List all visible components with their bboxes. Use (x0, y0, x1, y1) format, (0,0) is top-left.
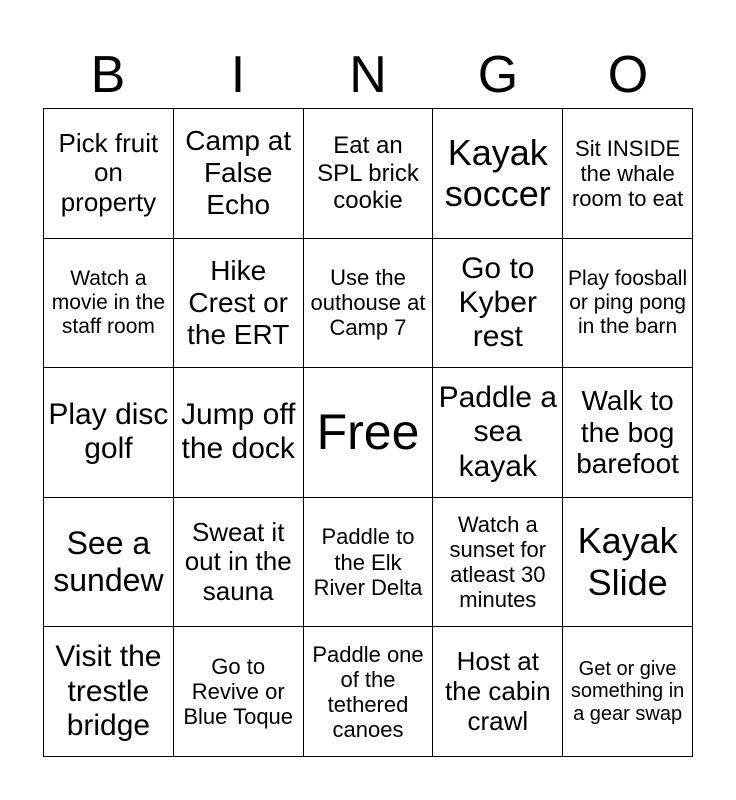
header-letter-g: G (477, 46, 519, 104)
cell-text: Go to Kyber rest (458, 251, 537, 353)
bingo-cell[interactable] (433, 627, 563, 757)
header-letter-n: N (349, 46, 387, 104)
header-letter-b: B (90, 46, 126, 104)
bingo-cell[interactable] (44, 498, 174, 628)
bingo-cell[interactable] (174, 627, 304, 757)
bingo-cell[interactable] (433, 368, 563, 498)
cell-text: See a sundew (53, 524, 164, 599)
bingo-cell[interactable] (433, 498, 563, 628)
cell-text: Play disc golf (48, 398, 169, 466)
cell-text: Watch a movie in the staff room (51, 266, 166, 338)
bingo-cell[interactable] (304, 627, 434, 757)
header-letter-o: O (607, 46, 649, 104)
bingo-cell[interactable] (44, 109, 174, 239)
bingo-cell[interactable] (174, 368, 304, 498)
bingo-cell[interactable] (174, 498, 304, 628)
cell-text: Pick fruit on property (58, 127, 159, 218)
bingo-cell[interactable] (563, 368, 693, 498)
bingo-cell[interactable] (304, 498, 434, 628)
cell-text: Sweat it out in the sauna (184, 516, 292, 606)
bingo-cell[interactable] (433, 239, 563, 369)
cell-text: Paddle a sea kayak (438, 381, 557, 483)
cell-text: Camp at False Echo (185, 125, 292, 221)
bingo-cell[interactable] (174, 109, 304, 239)
header-letter-i: I (230, 46, 246, 104)
bingo-cell[interactable] (563, 239, 693, 369)
bingo-cell[interactable] (563, 109, 693, 239)
bingo-cell[interactable] (563, 627, 693, 757)
cell-text: Host at the cabin crawl (445, 646, 551, 736)
cell-text: Visit the trestle bridge (55, 640, 162, 742)
bingo-cell[interactable] (304, 239, 434, 369)
bingo-header (43, 42, 693, 108)
cell-text: Go to Revive or Blue Toque (183, 654, 294, 730)
cell-text: Free (316, 403, 420, 460)
cell-text: Paddle one of the tethered canoes (312, 641, 424, 742)
bingo-cell[interactable] (174, 239, 304, 369)
cell-text: Eat an SPL brick cookie (317, 132, 419, 214)
bingo-cell[interactable] (44, 627, 174, 757)
cell-text: Kayak soccer (444, 131, 551, 215)
cell-text: Use the outhouse at Camp 7 (310, 265, 426, 341)
cell-text: Kayak Slide (577, 520, 678, 604)
cell-text: Hike Crest or the ERT (187, 255, 290, 350)
bingo-grid (43, 108, 693, 757)
bingo-cell[interactable] (563, 498, 693, 628)
bingo-cell[interactable] (44, 368, 174, 498)
cell-text: Get or give something in a gear swap (570, 657, 685, 726)
cell-text: Play foosball or ping pong in the barn (568, 266, 688, 338)
cell-text: Walk to the bog barefoot (576, 384, 679, 480)
bingo-cell[interactable] (44, 239, 174, 369)
cell-text: Watch a sunset for atleast 30 minutes (449, 511, 547, 613)
cell-text: Paddle to the Elk River Delta (313, 524, 423, 600)
cell-text: Sit INSIDE the whale room to eat (571, 135, 684, 211)
free-space[interactable] (304, 368, 434, 498)
cell-text: Jump off the dock (180, 398, 296, 466)
bingo-cell[interactable] (304, 109, 434, 239)
bingo-cell[interactable] (433, 109, 563, 239)
